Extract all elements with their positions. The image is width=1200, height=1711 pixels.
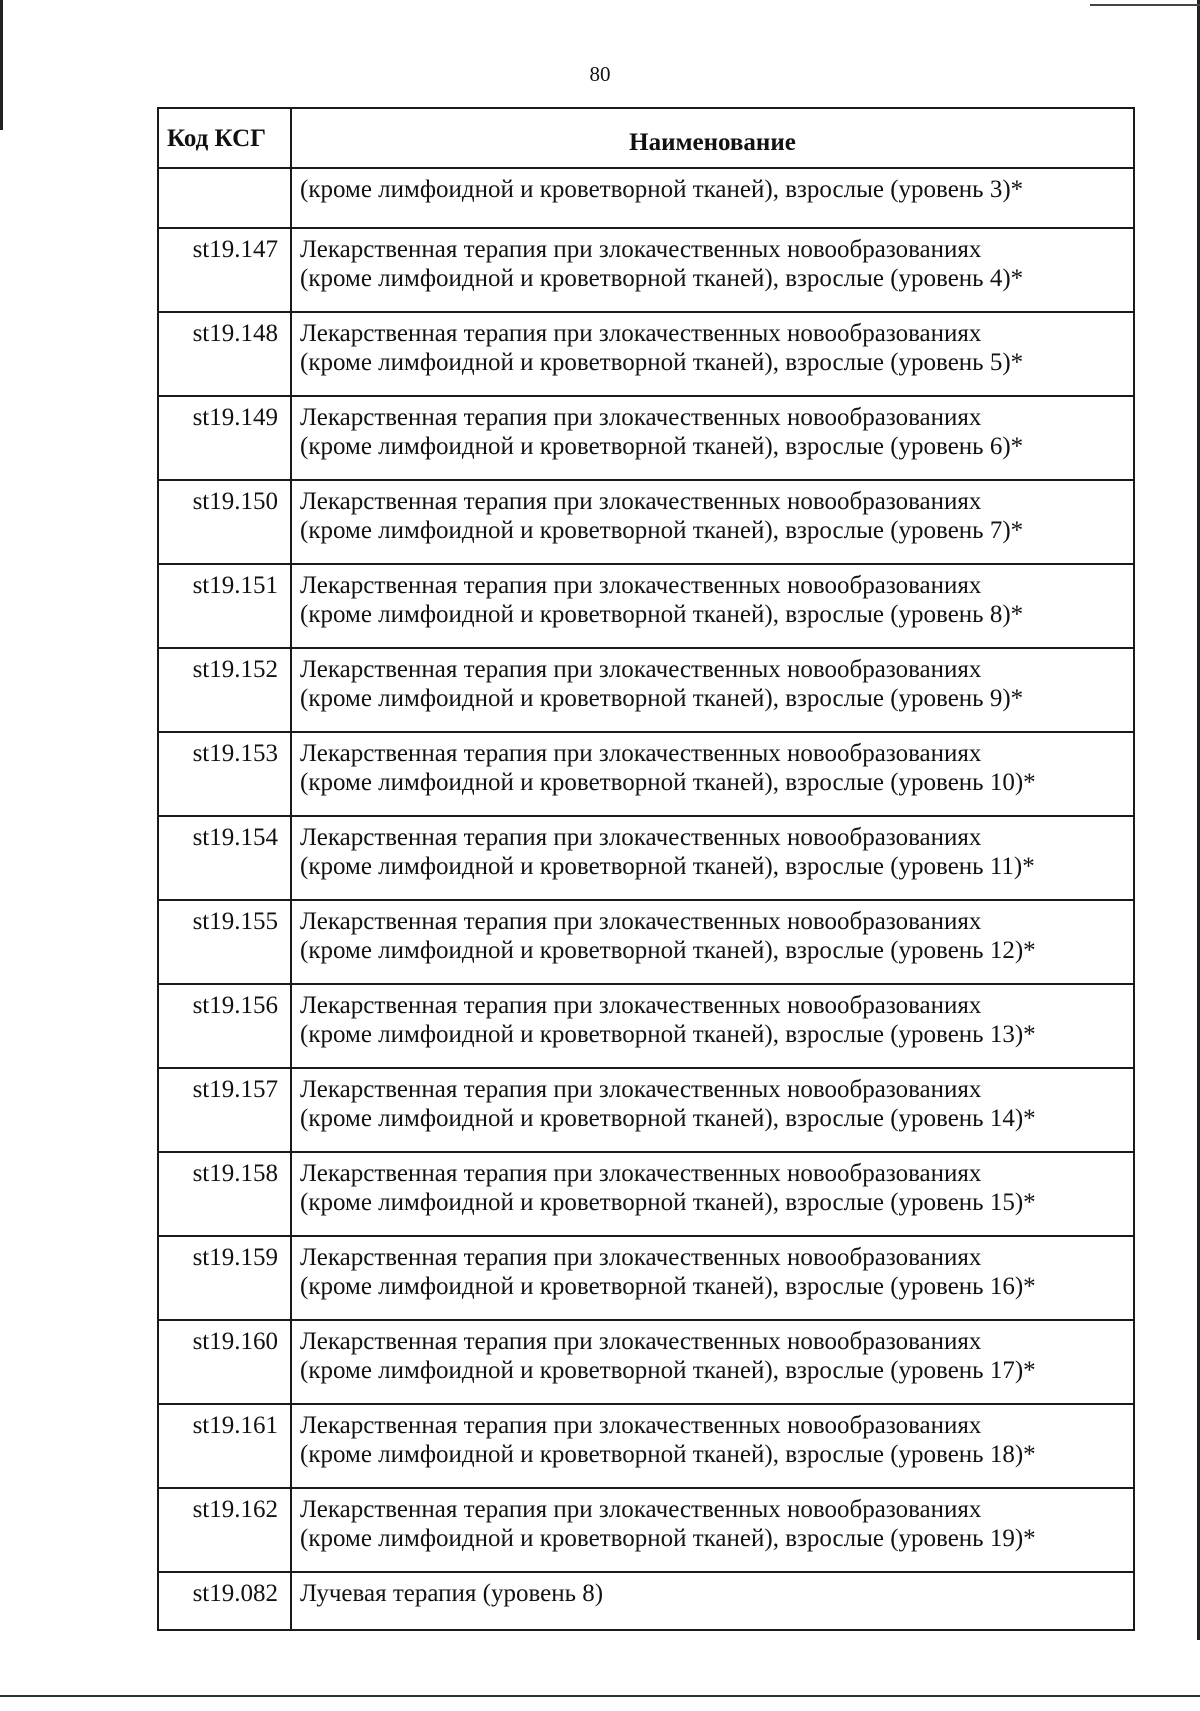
table-row (158, 312, 1134, 396)
ksg-code: st19.158 (158, 1152, 291, 1236)
ksg-name (291, 1488, 1134, 1572)
ksg-name-line: (кроме лимфоидной и кроветворной тканей), взрослые (уровень 12)* (300, 937, 1036, 964)
ksg-name-line: Лекарственная терапия при злокачественных новообразованиях (300, 1328, 982, 1355)
continuation-row (158, 168, 1134, 228)
ksg-name (291, 648, 1134, 732)
ksg-name-line: (кроме лимфоидной и кроветворной тканей), взрослые (уровень 13)* (300, 1021, 1036, 1048)
scan-edge-top-right (1090, 4, 1200, 6)
ksg-name-line: (кроме лимфоидной и кроветворной тканей), взрослые (уровень 5)* (300, 349, 1024, 376)
table-header-row (158, 108, 1134, 168)
table-row (158, 1320, 1134, 1404)
ksg-name-line: (кроме лимфоидной и кроветворной тканей), взрослые (уровень 4)* (300, 265, 1024, 292)
ksg-code: st19.153 (158, 732, 291, 816)
ksg-name (291, 312, 1134, 396)
ksg-name (291, 900, 1134, 984)
ksg-code: st19.082 (158, 1572, 291, 1630)
ksg-name: Лучевая терапия (уровень 8) (291, 1572, 1134, 1630)
ksg-code: st19.162 (158, 1488, 291, 1572)
ksg-code: st19.148 (158, 312, 291, 396)
table-row (158, 732, 1134, 816)
table-row (158, 564, 1134, 648)
table-row (158, 1236, 1134, 1320)
ksg-name-line: Лекарственная терапия при злокачественных новообразованиях (300, 1076, 982, 1103)
table-row (158, 1068, 1134, 1152)
ksg-code: st19.150 (158, 480, 291, 564)
ksg-name-line: Лекарственная терапия при злокачественных новообразованиях (300, 1160, 982, 1187)
ksg-name (291, 816, 1134, 900)
ksg-code: st19.152 (158, 648, 291, 732)
ksg-code: st19.156 (158, 984, 291, 1068)
ksg-name-line: (кроме лимфоидной и кроветворной тканей), взрослые (уровень 8)* (300, 601, 1024, 628)
table-row (158, 480, 1134, 564)
table-row (158, 1152, 1134, 1236)
ksg-name-line: (кроме лимфоидной и кроветворной тканей), взрослые (уровень 9)* (300, 685, 1024, 712)
ksg-name-line: Лекарственная терапия при злокачественных новообразованиях (300, 488, 982, 515)
header-name: Наименование (291, 108, 1134, 168)
ksg-name (291, 1320, 1134, 1404)
ksg-name-line: (кроме лимфоидной и кроветворной тканей), взрослые (уровень 16)* (300, 1273, 1036, 1300)
ksg-name-line: Лекарственная терапия при злокачественных новообразованиях (300, 740, 982, 767)
page-number: 80 (589, 62, 611, 86)
table-row (158, 648, 1134, 732)
ksg-name-line: Лекарственная терапия при злокачественных новообразованиях (300, 572, 982, 599)
ksg-name (291, 984, 1134, 1068)
table-row (158, 1404, 1134, 1488)
table-row (158, 816, 1134, 900)
ksg-table (157, 107, 1135, 1631)
ksg-name-line: Лекарственная терапия при злокачественных новообразованиях (300, 992, 982, 1019)
ksg-name-line: Лекарственная терапия при злокачественных новообразованиях (300, 1412, 982, 1439)
header-code: Код КСГ (158, 108, 291, 168)
ksg-name-line: Лекарственная терапия при злокачественных новообразованиях (300, 824, 982, 851)
ksg-code: st19.159 (158, 1236, 291, 1320)
ksg-code: st19.149 (158, 396, 291, 480)
table-row (158, 984, 1134, 1068)
ksg-name-line: Лекарственная терапия при злокачественных новообразованиях (300, 404, 982, 431)
continuation-code (158, 168, 291, 228)
ksg-name (291, 1152, 1134, 1236)
ksg-name (291, 228, 1134, 312)
ksg-name-line: (кроме лимфоидной и кроветворной тканей), взрослые (уровень 11)* (300, 853, 1035, 880)
ksg-name-line: Лекарственная терапия при злокачественных новообразованиях (300, 320, 982, 347)
ksg-name-line: Лекарственная терапия при злокачественных новообразованиях (300, 1244, 982, 1271)
ksg-code: st19.154 (158, 816, 291, 900)
ksg-name-line: (кроме лимфоидной и кроветворной тканей), взрослые (уровень 19)* (300, 1525, 1036, 1552)
ksg-name-line: (кроме лимфоидной и кроветворной тканей), взрослые (уровень 14)* (300, 1105, 1036, 1132)
ksg-name-line: Лекарственная терапия при злокачественных новообразованиях (300, 908, 982, 935)
ksg-name-line: (кроме лимфоидной и кроветворной тканей), взрослые (уровень 17)* (300, 1357, 1036, 1384)
ksg-name-line: (кроме лимфоидной и кроветворной тканей), взрослые (уровень 6)* (300, 433, 1024, 460)
ksg-code: st19.161 (158, 1404, 291, 1488)
ksg-code: st19.147 (158, 228, 291, 312)
ksg-code: st19.160 (158, 1320, 291, 1404)
ksg-code: st19.151 (158, 564, 291, 648)
scan-edge-bottom (0, 1695, 1200, 1697)
ksg-name (291, 396, 1134, 480)
table-row (158, 396, 1134, 480)
continuation-name: (кроме лимфоидной и кроветворной тканей), взрослые (уровень 3)* (291, 168, 1134, 228)
ksg-name (291, 564, 1134, 648)
ksg-code: st19.157 (158, 1068, 291, 1152)
table-row-last (158, 1572, 1134, 1630)
ksg-name (291, 480, 1134, 564)
ksg-name-line: Лекарственная терапия при злокачественных новообразованиях (300, 1496, 982, 1523)
ksg-name-line: (кроме лимфоидной и кроветворной тканей), взрослые (уровень 18)* (300, 1441, 1036, 1468)
ksg-name (291, 732, 1134, 816)
ksg-name-line: (кроме лимфоидной и кроветворной тканей), взрослые (уровень 15)* (300, 1189, 1036, 1216)
ksg-name-line: Лекарственная терапия при злокачественных новообразованиях (300, 236, 982, 263)
ksg-name-line: (кроме лимфоидной и кроветворной тканей), взрослые (уровень 10)* (300, 769, 1036, 796)
ksg-name (291, 1404, 1134, 1488)
table-row (158, 900, 1134, 984)
ksg-name-line: (кроме лимфоидной и кроветворной тканей), взрослые (уровень 7)* (300, 517, 1024, 544)
table-row (158, 1488, 1134, 1572)
table-row (158, 228, 1134, 312)
ksg-name (291, 1236, 1134, 1320)
ksg-name (291, 1068, 1134, 1152)
ksg-name-line: Лекарственная терапия при злокачественных новообразованиях (300, 656, 982, 683)
ksg-code: st19.155 (158, 900, 291, 984)
